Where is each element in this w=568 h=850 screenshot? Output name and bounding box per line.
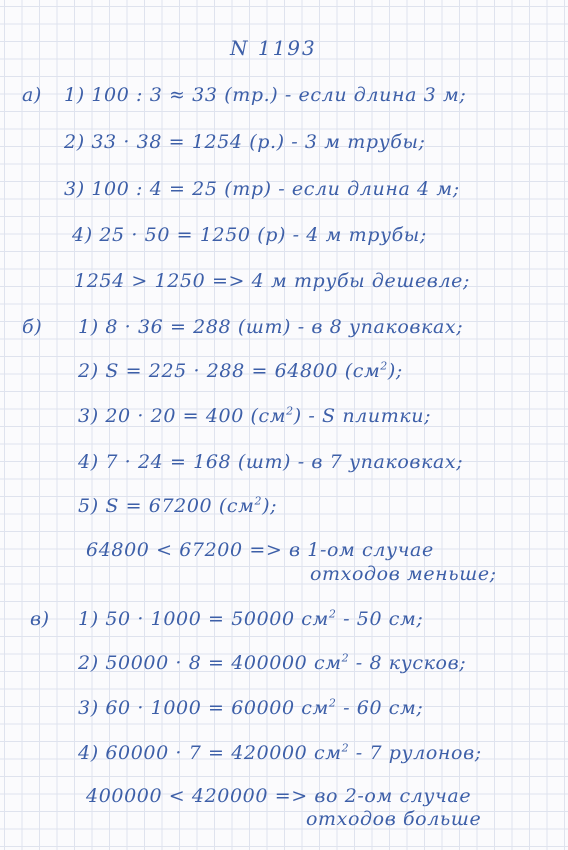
solution-line [78,316,463,338]
step-number: 1) [78,608,99,630]
part-label-c: в) [30,608,50,630]
exponent: 2 [328,607,337,621]
step-text: 33 · 38 = 1254 (р.) - 3 м трубы; [91,131,426,153]
solution-line [78,742,482,764]
solution-line [78,495,277,517]
exponent: 2 [286,404,294,418]
step-number: 1) [64,84,85,106]
step-number: 2) [78,360,99,382]
step-text-end: - 8 кусков; [349,652,467,674]
step-text-end: ); [387,360,403,382]
step-text-end: ) - S плитки; [293,405,432,427]
step-text: 100 : 3 ≈ 33 (тр.) - если длина 3 м; [91,84,467,106]
step-number: 1) [78,316,99,338]
solution-line [78,608,423,630]
solution-line [78,451,463,473]
step-text-end: - 60 см; [336,697,424,719]
step-number: 2) [78,652,99,674]
step-number: 3) [64,178,85,200]
solution-line [78,405,431,427]
solution-line [78,652,466,674]
conclusion-line: отходов больше [306,808,482,830]
step-number: 4) [72,224,93,246]
solution-line [78,360,403,382]
step-number: 3) [78,405,99,427]
step-text-start: S = 67200 (см [105,495,255,517]
step-text-start: 50 · 1000 = 50000 см [105,608,329,630]
exponent: 2 [328,696,337,710]
step-text: 8 · 36 = 288 (шт) - в 8 упаковках; [105,316,464,338]
step-text-end: ); [262,495,278,517]
step-text-end: - 7 рулонов; [349,742,482,764]
step-text-start: 50000 · 8 = 400000 см [105,652,342,674]
solution-line [78,697,423,719]
conclusion-line: отходов меньше; [310,563,497,585]
exponent: 2 [380,359,388,373]
conclusion-line: 64800 < 67200 => в 1-ом случае [86,539,434,561]
step-text: 100 : 4 = 25 (тр) - если длина 4 м; [91,178,460,200]
exponent: 2 [341,741,350,755]
solution-line [72,224,427,246]
step-number: 3) [78,697,99,719]
step-text: 25 · 50 = 1250 (р) - 4 м трубы; [99,224,427,246]
part-label-b: б) [22,316,43,338]
step-text-start: S = 225 · 288 = 64800 (см [105,360,381,382]
step-text-start: 60 · 1000 = 60000 см [105,697,329,719]
exponent: 2 [341,651,350,665]
problem-number: N 1193 [230,36,317,60]
step-text-start: 20 · 20 = 400 (см [105,405,287,427]
conclusion-line: 400000 < 420000 => во 2-ом случае [86,785,472,807]
solution-line [64,84,466,106]
conclusion-line: 1254 > 1250 => 4 м трубы дешевле; [74,270,470,292]
solution-line [64,178,460,200]
step-text: 7 · 24 = 168 (шт) - в 7 упаковках; [105,451,464,473]
step-text-start: 60000 · 7 = 420000 см [105,742,342,764]
step-number: 4) [78,451,99,473]
step-number: 5) [78,495,99,517]
part-label-a: а) [22,84,42,106]
step-number: 2) [64,131,85,153]
step-text-end: - 50 см; [336,608,424,630]
step-number: 4) [78,742,99,764]
exponent: 2 [254,494,263,508]
solution-line [64,131,426,153]
